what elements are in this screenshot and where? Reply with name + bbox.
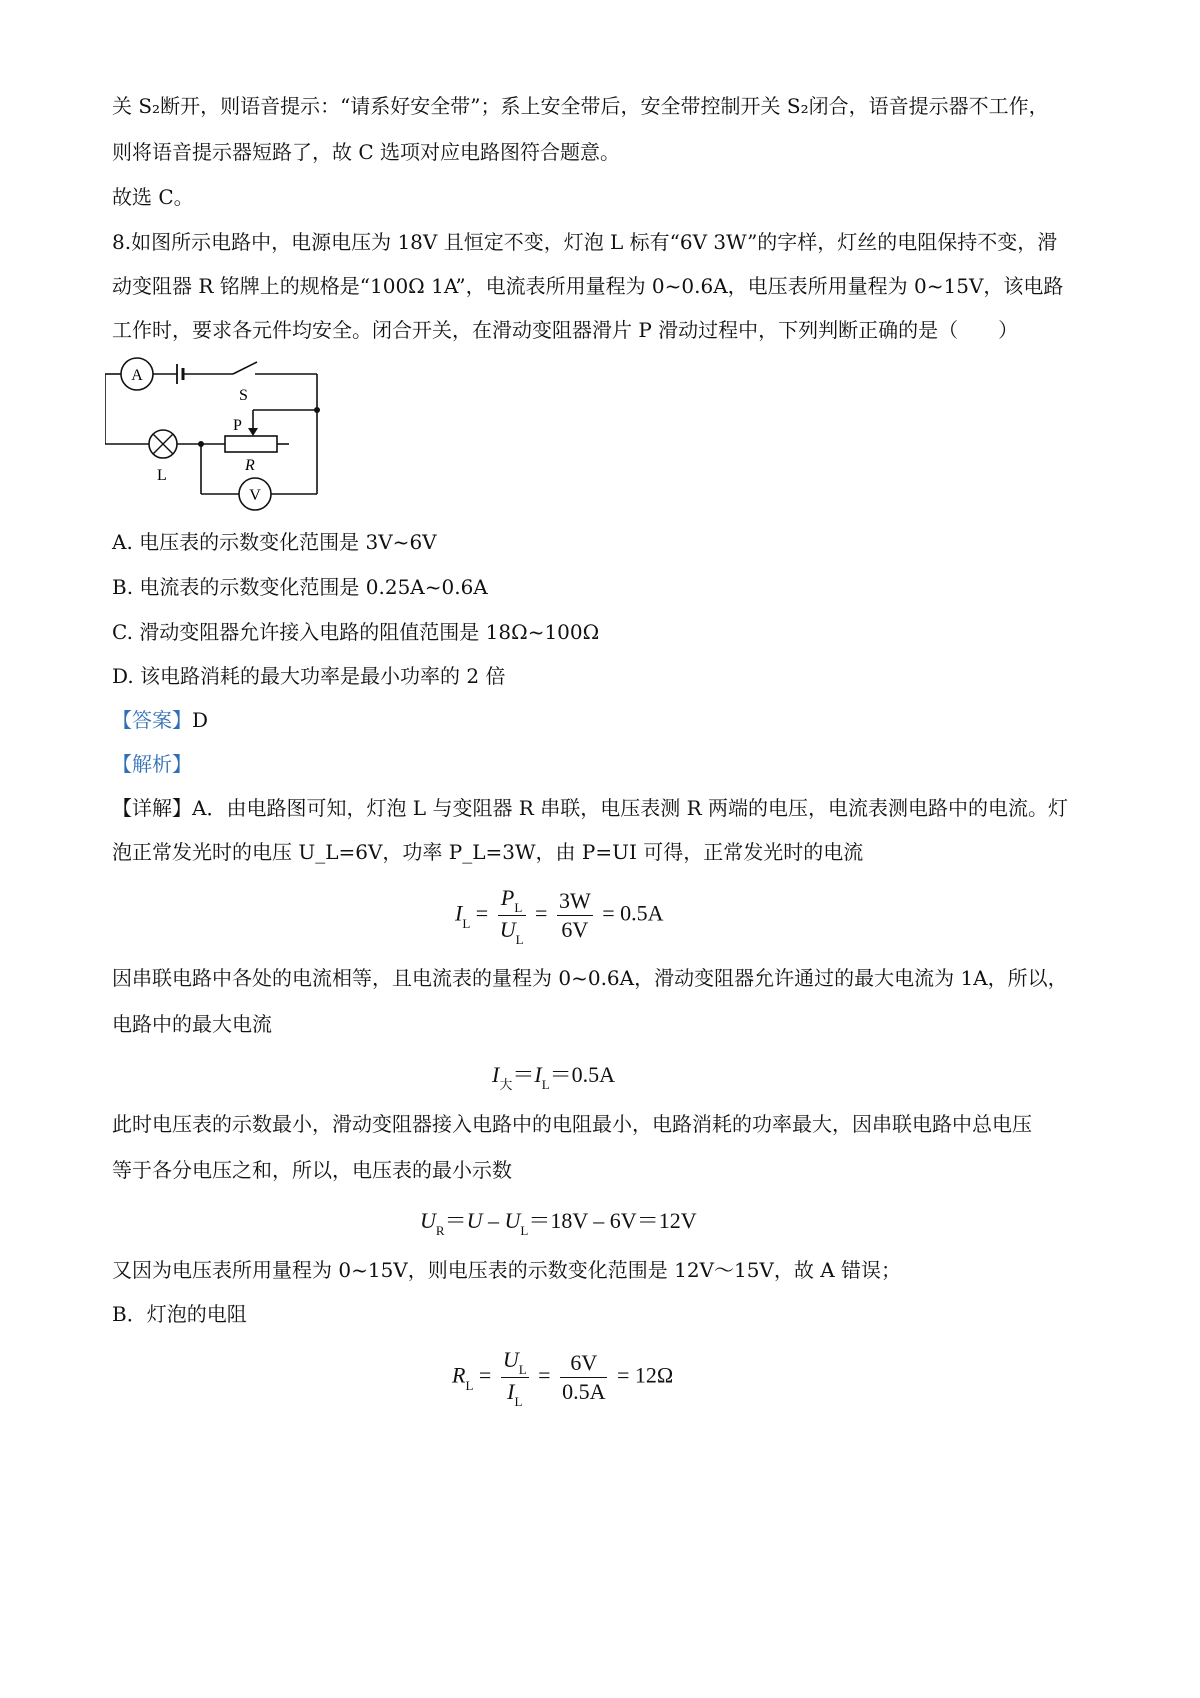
- detail-line: 电路中的最大电流: [112, 1012, 272, 1036]
- answer-line: [112, 706, 208, 734]
- slider-arrow-icon: [248, 428, 258, 436]
- formula-current: $I_L$ = $\frac{P_L}{U_L}$ = $\frac{3W}{6V}$ = 0.5A: [455, 885, 664, 947]
- option-b: B. 电流表的示数变化范围是 0.25A~0.6A: [112, 575, 488, 599]
- junction-dot: [314, 407, 320, 413]
- detail-line: 泡正常发光时的电压 U_L=6V，功率 P_L=3W，由 P=UI 可得，正常发光时的电流: [112, 840, 864, 864]
- question-line: 8.如图所示电路中，电源电压为 18V 且恒定不变，灯泡 L 标有“6V 3W”的字样，灯丝的电阻保持不变，滑: [112, 230, 1058, 254]
- option-a: A. 电压表的示数变化范围是 3V~6V: [112, 530, 437, 554]
- slider-label: P: [233, 417, 242, 434]
- detail-line: 因串联电路中各处的电流相等，且电流表的量程为 0~0.6A，滑动变阻器允许通过的最大电流为 1A，所以，: [112, 966, 1068, 990]
- formula-max-current: $I_大=I_L=0.5A$: [492, 1062, 616, 1092]
- junction-dot: [198, 441, 204, 447]
- option-c: C. 滑动变阻器允许接入电路的阻值范围是 18Ω~100Ω: [112, 620, 600, 644]
- formula-min-voltage: $U_R=U - U_L=18V - 6V=12V$: [420, 1208, 697, 1238]
- detail-text: A．由电路图可知，灯泡 L 与变阻器 R 串联，电压表测 R 两端的电压，电流表测电路中的电流。灯: [192, 796, 1068, 820]
- detail-line: [112, 794, 1068, 822]
- option-d: D. 该电路消耗的最大功率是最小功率的 2 倍: [112, 664, 506, 688]
- detail-line: 此时电压表的示数最小，滑动变阻器接入电路中的电阻最小，电路消耗的功率最大，因串联电路中总电压: [112, 1112, 1032, 1136]
- switch-blade: [233, 362, 257, 374]
- formula-resistance: $R_L$ = $\frac{U_L}{I_L}$ = $\frac{6V}{0.5A}$ = 12Ω: [452, 1347, 674, 1409]
- lamp-label: L: [157, 467, 167, 484]
- voltmeter-label: V: [249, 487, 261, 504]
- detail-line: B．灯泡的电阻: [112, 1302, 247, 1326]
- detail-line: 等于各分电压之和，所以，电压表的最小示数: [112, 1158, 512, 1182]
- text-line: 则将语音提示器短路了，故 C 选项对应电路图符合题意。: [112, 140, 621, 164]
- detail-line: 又因为电压表所用量程为 0~15V，则电压表的示数变化范围是 12V～15V，故 A 错误；: [112, 1258, 902, 1282]
- resistor-label: R: [245, 457, 255, 474]
- circuit-diagram: [105, 350, 355, 550]
- detail-tag: 【详解】: [112, 796, 192, 820]
- answer-tag: 【答案】: [112, 708, 192, 732]
- question-line: 工作时，要求各元件均安全。闭合开关，在滑动变阻器滑片 P 滑动过程中，下列判断正确的是（ ）: [112, 318, 1019, 342]
- switch-label: S: [239, 387, 248, 404]
- text-line: 关 S₂断开，则语音提示：“请系好安全带”；系上安全带后，安全带控制开关 S₂闭合，语音提示器不工作，: [112, 94, 1049, 118]
- question-line: 动变阻器 R 铭牌上的规格是“100Ω 1A”，电流表所用量程为 0~0.6A，电压表所用量程为 0~15V，该电路: [112, 274, 1064, 298]
- answer-value: D: [192, 708, 209, 732]
- text-line: 故选 C。: [112, 185, 194, 209]
- ammeter-label: A: [131, 367, 143, 384]
- analysis-tag: 【解析】: [112, 752, 192, 776]
